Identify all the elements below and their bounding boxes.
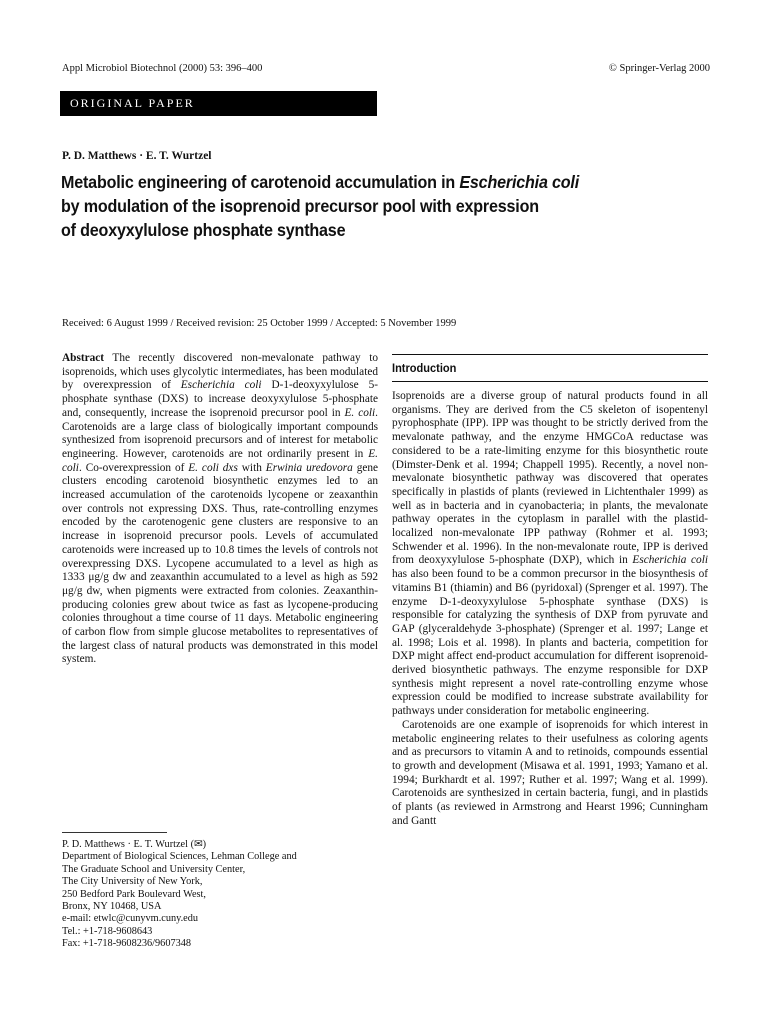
section-rule-top bbox=[392, 354, 708, 355]
journal-citation: Appl Microbiol Biotechnol (2000) 53: 396–400 bbox=[62, 63, 263, 74]
received-dates: Received: 6 August 1999 / Received revision: 25 October 1999 / Accepted: 5 November 1999 bbox=[62, 318, 457, 329]
intro-italic: Escherichia coli bbox=[632, 554, 708, 567]
abstract-text: . Co-overexpression of bbox=[78, 461, 189, 474]
title-organism: Escherichia coli bbox=[459, 172, 580, 192]
article-type-banner: ORIGINAL PAPER bbox=[60, 91, 377, 116]
section-heading-introduction: Introduction bbox=[392, 361, 457, 375]
paper-title bbox=[61, 170, 659, 242]
intro-paragraph-2: Carotenoids are one example of isoprenoids for which interest in metabolic engineering relates to their usefulness as coloring agents and as precursors to vitamin A and to retinoids, compounds essential to growth and development (Misawa et al. 1991, 1993; Yamano et al. 1994; Burkhardt et al. 1997; Ruther et al. 1997; Wang et al. 1999). Carotenoids are synthesized in certain bacteria, fungi, and in plastids of plants (as reviewed in Armstrong and Hearst 1996; Cunningham and Gantt bbox=[392, 718, 708, 827]
title-line-2: by modulation of the isoprenoid precursor pool with expression bbox=[61, 196, 539, 216]
abstract-italic: Escherichia coli bbox=[180, 379, 262, 392]
intro-text: has also been found to be a common precursor in the biosynthesis of vitamins B1 (thiamin) and B6 (pyridoxal) (Sprenger et al. 1997). The enzyme D-1-deoxyxylulose 5-phosphate synthase (DXS) is responsible for catalyzing the synthesis of DXP from pyruvate and GAP (glyceraldehyde 3-phosphate) (Sprenger et al. 1997; Lange et al. 1998; Lois et al. 1998). In plants and bacteria, competition for DXP might affect end-product accumulation for different isoprenoid-derived biosynthetic pathways. The enzyme responsible for DXP synthesis might represent a novel rate-controlling enzyme whose expression could be modified to increase substrate availability for pathways under consideration for metabolic engineering. bbox=[392, 568, 708, 718]
abstract bbox=[62, 352, 378, 667]
author-affiliation bbox=[62, 839, 378, 951]
intro-paragraph-1 bbox=[392, 390, 708, 719]
abstract-text: The recently discovered non-mevalonate pathway to isoprenoids, which uses glycolytic intermediates, has been modulated by overexpression of bbox=[62, 352, 378, 392]
affiliation-line: 250 Bedford Park Boulevard West, bbox=[62, 888, 206, 900]
affiliation-phone: Tel.: +1-718-9608643 bbox=[62, 925, 153, 937]
abstract-text: with bbox=[237, 461, 266, 474]
publisher-copyright: © Springer-Verlag 2000 bbox=[608, 63, 710, 74]
abstract-italic: Erwinia uredovora bbox=[265, 461, 353, 474]
abstract-label: Abstract bbox=[62, 352, 105, 364]
affiliation-line: The Graduate School and University Center, bbox=[62, 863, 246, 875]
title-line-1 bbox=[61, 170, 659, 194]
title-line-1-text: Metabolic engineering of carotenoid accumulation in bbox=[61, 172, 460, 192]
affiliation-line: Bronx, NY 10468, USA bbox=[62, 901, 162, 913]
affiliation-fax: Fax: +1-718-9608236/9607348 bbox=[62, 938, 192, 950]
abstract-italic: E. coli bbox=[62, 447, 378, 474]
affiliation-line: P. D. Matthews · E. T. Wurtzel (✉) bbox=[62, 839, 207, 850]
intro-text: Isoprenoids are a diverse group of natural products found in all organisms. They are derived from the C5 skeleton of isopentenyl pyrophosphate (IPP). IPP was thought to be strictly derived from the mevalonate pathway, and the enzyme HMGCoA reductase was considered to be a rate-limiting enzyme for this biosynthetic route (Dimster-Denk et al. 1994; Chappell 1995). Recently, a novel non-mevalonate biosynthetic pathway was discovered that operates specifically in plastids of plants (reviewed in Lichtenthaler 1999) as well as in bacteria and in cyanobacteria; in plants, the mevalonate pathway operates in the cytoplasm in parallel with the plastid-localized non-mevalonate IPP pathway (Rohmer et al. 1993; Schwender et al. 1996). In the non-mevalonate route, IPP is derived from deoxyxylulose 5-phosphate (DXP), which in bbox=[392, 390, 708, 567]
section-rule-bottom bbox=[392, 381, 708, 382]
affiliation-divider bbox=[62, 832, 167, 833]
affiliation-line: The City University of New York, bbox=[62, 876, 203, 888]
abstract-text: gene clusters encoding carotenoid biosynthetic enzymes led to an increased accumulation of the carotenoids lycopene or zeaxanthin over controls not expressing DXS. Thus, rate-controlling enzymes encoded by the carotenogenic gene clusters are responsive to an increase in isoprenoid precursor pools. Levels of accumulated carotenoids were increased up to 10.8 times the levels of controls not overexpressing DXS. Lycopene accumulated to a level as high as 1333 μg/g dw and zeaxanthin accumulated to a level as high as 592 μg/g dw, when pigments were extracted from colonies. Zeaxanthin-producing colonies grew about twice as fast as lycopene-producing colonies throughout a time course of 11 days. Metabolic engineering of carbon flow from simple glucose metabolites to representatives of the largest class of natural products was demonstrated in this model system. bbox=[62, 461, 379, 666]
affiliation-email: e-mail: etwlc@cunyvm.cuny.edu bbox=[62, 913, 199, 925]
introduction-body bbox=[392, 390, 708, 829]
abstract-text: D-1-deoxyxylulose 5-phosphate synthase (DXS) to increase deoxyxylulose 5-phosphate and, consequently, increase the isoprenoid precursor pool in bbox=[62, 379, 378, 419]
affiliation-line: Department of Biological Sciences, Lehman College and bbox=[62, 851, 297, 863]
author-list: P. D. Matthews · E. T. Wurtzel bbox=[62, 150, 212, 162]
abstract-text: . Carotenoids are a large class of biologically important compounds synthesized from isoprenoid precursors and of interest for metabolic engineering. However, carotenoids are not ordinarily present in bbox=[62, 406, 378, 460]
title-line-3: of deoxyxylulose phosphate synthase bbox=[61, 220, 346, 240]
abstract-italic: E. coli bbox=[344, 406, 376, 419]
abstract-italic: E. coli dxs bbox=[188, 461, 238, 474]
